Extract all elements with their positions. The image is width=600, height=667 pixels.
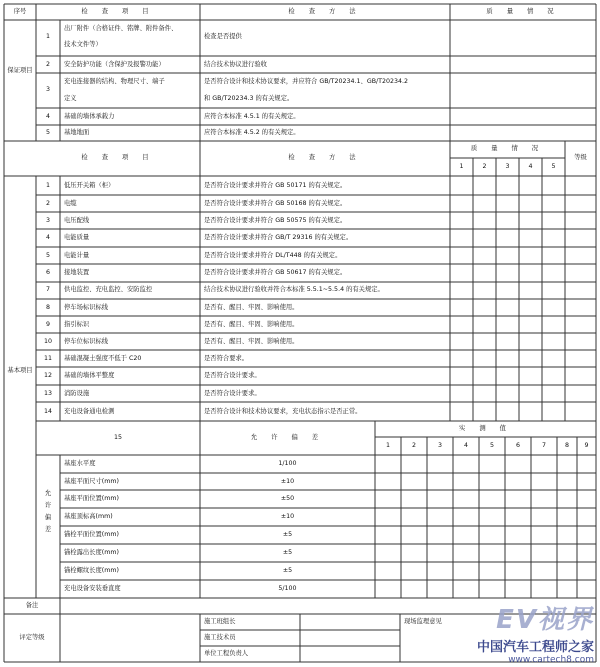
- basic-item-2: 电缆: [64, 200, 77, 207]
- guarantee-item-5: 基地地面: [64, 129, 90, 136]
- remarks-label: 备注: [25, 602, 39, 609]
- basic-header-quality: 质 量 情 况: [470, 145, 545, 152]
- tol-item-3: 基座平面位置(mm): [64, 495, 119, 502]
- basic-item-1: 低压开关箱（柜）: [64, 182, 115, 189]
- tol-col-2: 2: [411, 442, 416, 449]
- basic-no-9: 9: [45, 321, 50, 328]
- crew-leader-label: 施工班组长: [204, 618, 236, 625]
- basic-method-11: 是否符合要求。: [204, 355, 249, 362]
- tol-item-2: 基座平面尺寸(mm): [64, 478, 119, 485]
- guarantee-item-1b: 技术文件等）: [64, 41, 102, 48]
- basic-no-5: 5: [45, 252, 50, 259]
- supervisor-label: 现场监理意见: [404, 618, 442, 625]
- tol-value-1: 1/100: [278, 460, 297, 467]
- basic-item-11: 基础混凝土强度不低于 C20: [64, 355, 142, 362]
- basic-no-8: 8: [45, 304, 50, 311]
- tol-item-1: 基座水平度: [64, 460, 96, 467]
- basic-no-2: 2: [45, 200, 50, 207]
- basic-item-6: 接地装置: [64, 269, 90, 276]
- basic-method-2: 是否符合设计要求并符合 GB 50168 的有关规定。: [204, 200, 347, 207]
- tol-col-7: 7: [541, 442, 546, 449]
- tol-item-4: 基座顶标高(mm): [64, 513, 113, 520]
- rating-label: 评定等级: [19, 634, 45, 641]
- guarantee-method-1: 检查是否提供: [204, 33, 242, 40]
- guarantee-no-5: 5: [45, 129, 50, 136]
- basic-item-12: 基础的墙体平整度: [64, 372, 115, 379]
- guarantee-no-1: 1: [45, 33, 50, 40]
- unit-manager-label: 单位工程负责人: [204, 650, 249, 657]
- tol-value-7: ±5: [282, 567, 293, 574]
- tol-item-7: 锚栓螺纹长度(mm): [64, 567, 119, 574]
- basic-item-13: 消防设施: [64, 390, 90, 397]
- tol-col-3: 3: [437, 442, 442, 449]
- basic-method-10: 是否有、醒目、牢固、影响使用。: [204, 338, 299, 345]
- basic-col-2: 2: [482, 163, 487, 170]
- basic-header-item: 检 查 项 目: [81, 154, 155, 161]
- watermark-site-name: 中国汽车工程师之家: [476, 640, 594, 655]
- tol-value-8: 5/100: [278, 585, 297, 592]
- basic-method-7: 结合技术协议进行验收并符合本标准 5.5.1~5.5.4 的有关规定。: [204, 286, 384, 293]
- guarantee-method-4: 应符合本标准 4.5.1 的有关规定。: [204, 113, 300, 120]
- tolerance-no: 15: [113, 434, 122, 441]
- tol-value-3: ±50: [280, 495, 295, 502]
- guarantee-no-3: 3: [45, 86, 50, 93]
- basic-col-5: 5: [551, 163, 556, 170]
- guarantee-item-3b: 定义: [64, 95, 77, 102]
- basic-item-14: 充电设备通电检测: [64, 408, 115, 415]
- tol-col-5: 5: [489, 442, 494, 449]
- basic-no-7: 7: [45, 286, 50, 293]
- basic-col-1: 1: [459, 163, 464, 170]
- watermark-url: www.cartech8.com: [508, 655, 594, 665]
- guarantee-item-3a: 充电连接器的结构、物理尺寸、端子: [64, 78, 165, 85]
- header-seq: 序号: [13, 8, 27, 15]
- basic-method-5: 是否符合设计要求并符合 DL/T448 的有关规定。: [204, 252, 342, 259]
- header-method: 检 查 方 法: [288, 8, 362, 15]
- basic-item-8: 停车场标识标线: [64, 304, 109, 311]
- basic-no-12: 12: [43, 372, 52, 379]
- tol-col-4: 4: [463, 442, 468, 449]
- watermark-logo: EV视界: [496, 605, 594, 635]
- basic-no-11: 11: [43, 355, 52, 362]
- basic-item-5: 电能计量: [64, 252, 90, 259]
- tol-item-6: 锚栓露出长度(mm): [64, 549, 119, 556]
- basic-method-6: 是否符合设计要求并符合 GB 50617 的有关规定。: [204, 269, 347, 276]
- tol-item-8: 充电设备安装垂直度: [64, 585, 121, 592]
- tolerance-measured: 实 测 值: [459, 425, 512, 432]
- header-quality: 质 量 情 况: [486, 8, 560, 15]
- basic-no-1: 1: [45, 182, 50, 189]
- tol-col-1: 1: [385, 442, 390, 449]
- basic-method-9: 是否有、醒目、牢固、影响使用。: [204, 321, 299, 328]
- guarantee-method-3b: 和 GB/T20234.3 的有关规定。: [204, 95, 294, 102]
- basic-method-12: 是否符合设计要求。: [204, 372, 261, 379]
- tol-value-6: ±5: [282, 549, 293, 556]
- basic-method-1: 是否符合设计要求并符合 GB 50171 的有关规定。: [204, 182, 347, 189]
- guarantee-item-1a: 出厂附件（合格证件、铭牌、附件备件、: [64, 25, 178, 32]
- basic-method-4: 是否符合设计要求并符合 GB/T 29316 的有关规定。: [204, 234, 353, 241]
- guarantee-method-2: 结合技术协议进行验收: [204, 61, 267, 68]
- basic-item-7: 供电监控、充电监控、安防监控: [64, 286, 153, 293]
- guarantee-no-2: 2: [45, 61, 50, 68]
- tol-value-5: ±5: [282, 531, 293, 538]
- basic-no-4: 4: [45, 234, 50, 241]
- guarantee-no-4: 4: [45, 113, 50, 120]
- basic-no-14: 14: [43, 408, 52, 415]
- basic-item-3: 电压配线: [64, 217, 90, 224]
- basic-method-13: 是否符合设计要求。: [204, 390, 261, 397]
- guarantee-label: 保证项目: [7, 67, 33, 74]
- tol-item-5: 锚栓平面位置(mm): [64, 531, 119, 538]
- basic-no-6: 6: [45, 269, 50, 276]
- basic-col-3: 3: [505, 163, 510, 170]
- basic-item-9: 指引标识: [64, 321, 90, 328]
- tol-col-8: 8: [564, 442, 569, 449]
- tol-value-4: ±10: [280, 513, 295, 520]
- guarantee-method-5: 应符合本标准 4.5.2 的有关规定。: [204, 129, 300, 136]
- basic-method-14: 是否符合设计和技术协议要求，充电状态指示是否正常。: [204, 408, 362, 415]
- tech-staff-label: 施工技术员: [204, 634, 236, 641]
- tol-col-9: 9: [584, 442, 589, 449]
- basic-no-10: 10: [43, 338, 52, 345]
- basic-method-3: 是否符合设计要求并符合 GB 50575 的有关规定。: [204, 217, 347, 224]
- header-item: 检 查 项 目: [81, 8, 155, 15]
- basic-col-4: 4: [528, 163, 533, 170]
- basic-label: 基本项目: [7, 367, 33, 374]
- basic-item-10: 停车位标识标线: [64, 338, 109, 345]
- basic-item-4: 电能质量: [64, 234, 90, 241]
- tol-col-6: 6: [515, 442, 520, 449]
- guarantee-item-2: 安全防护功能（含保护及报警功能）: [64, 61, 165, 68]
- tolerance-label: 允许偏差: [44, 490, 52, 533]
- guarantee-item-4: 基础的墙体承载力: [64, 113, 115, 120]
- guarantee-method-3a: 是否符合设计和技术协议要求，并应符合 GB/T20234.1、GB/T20234.2: [204, 78, 409, 85]
- watermark: [477, 599, 594, 665]
- basic-no-3: 3: [45, 217, 50, 224]
- basic-method-8: 是否有、醒目、牢固、影响使用。: [204, 304, 299, 311]
- tol-value-2: ±10: [280, 478, 295, 485]
- tolerance-header: 允 许 偏 差: [250, 434, 325, 441]
- basic-header-grade: 等级: [574, 154, 587, 161]
- basic-header-method: 检 查 方 法: [288, 154, 362, 161]
- basic-no-13: 13: [43, 390, 52, 397]
